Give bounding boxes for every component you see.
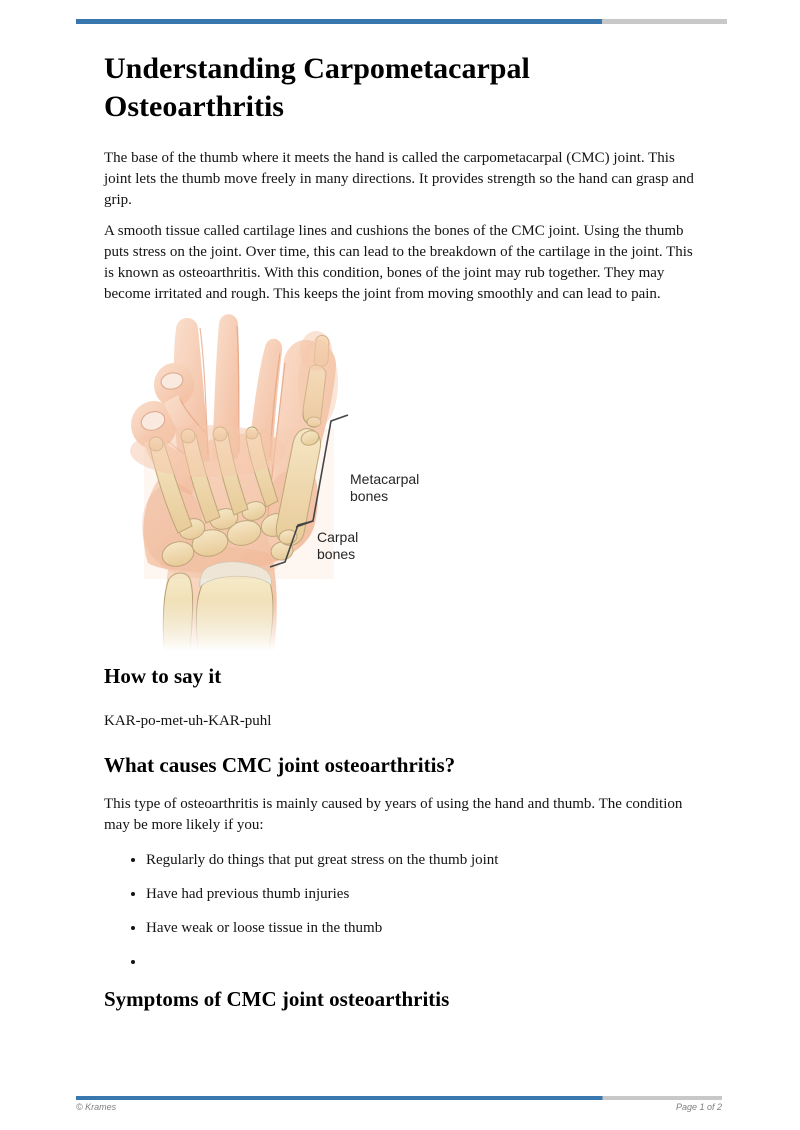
bullet-item	[146, 952, 704, 973]
footer-divider	[76, 1096, 722, 1100]
metacarpal-bones-label: Metacarpal bones	[350, 471, 420, 504]
copyright-text: © Krames	[76, 1102, 117, 1112]
bottom-fade	[120, 599, 450, 651]
hand-anatomy-figure	[120, 311, 450, 651]
causes-heading: What causes CMC joint osteoarthritis?	[104, 753, 456, 777]
page-number: Page 1 of 2	[675, 1102, 722, 1112]
symptoms-heading: Symptoms of CMC joint osteoarthritis	[104, 987, 450, 1011]
bullet-item: • Regularly do things that put great stress on the thumb joint	[146, 850, 704, 871]
intro-paragraph-2: A smooth tissue called cartilage lines and cushions the bones of the CMC joint. Using the thumb puts stress on the joint. Over time, this can lead to the breakdown of the cartilage in the joint. This is known as osteoarthritis. With this condition, bones of the joint may rub together. They may become irritated and rough. This keeps the joint from moving smoothly and can lead to pain.	[104, 223, 693, 302]
how-to-say-heading: How to say it	[104, 664, 222, 688]
causes-bullet-list	[104, 850, 704, 973]
bullet-item: • Have had previous thumb injuries	[146, 884, 704, 905]
pronunciation-text: KAR-po-met-uh-KAR-puhl	[104, 713, 272, 729]
document-content	[104, 0, 704, 1012]
intro-paragraph-1: The base of the thumb where it meets the hand is called the carpometacarpal (CMC) joint. This joint lets the thumb move freely in many directions. It provides strength so the hand can grasp and grip.	[104, 150, 694, 208]
causes-intro-text: This type of osteoarthritis is mainly caused by years of using the hand and thumb. The condition may be more likely if you:	[104, 796, 683, 833]
footer	[76, 1102, 722, 1112]
carpal-bones-label: Carpal bones	[317, 529, 359, 562]
page-title: Understanding Carpometacarpal Osteoarthritis	[104, 52, 530, 123]
bullet-item: • Have weak or loose tissue in the thumb	[146, 918, 704, 939]
